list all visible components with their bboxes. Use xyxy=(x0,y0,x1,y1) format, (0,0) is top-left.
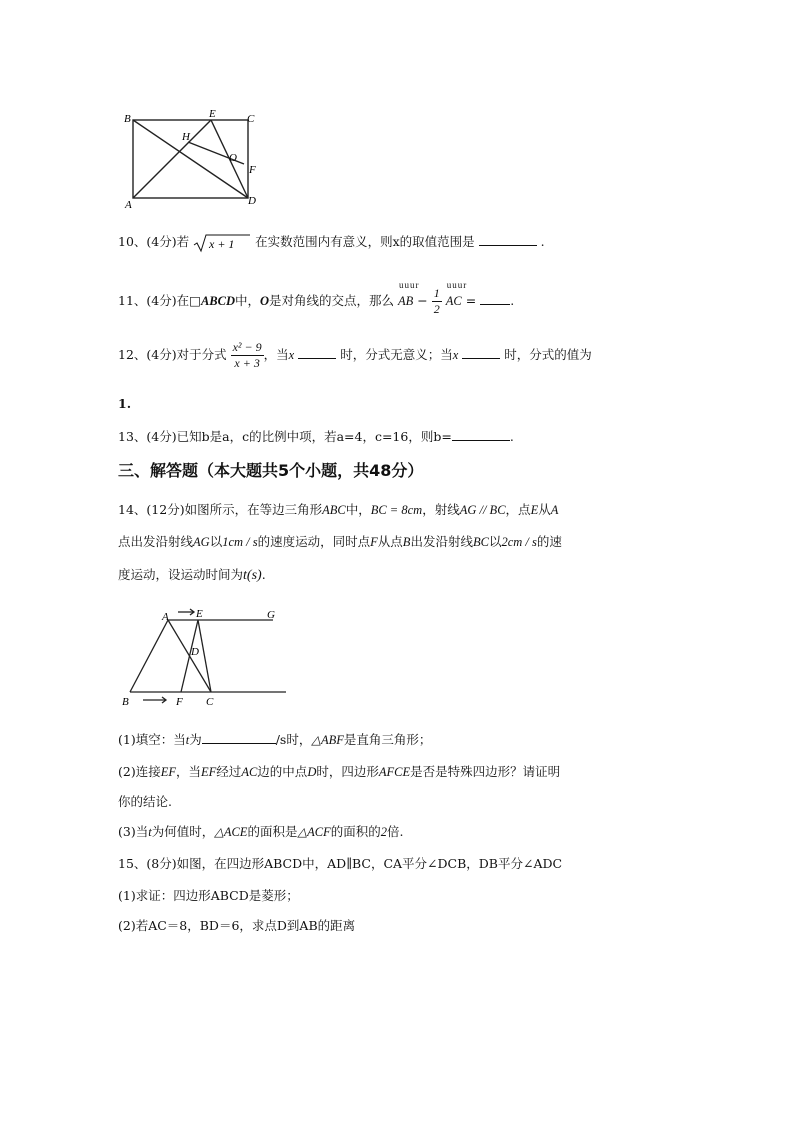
p1-b: 为 xyxy=(189,732,202,747)
quadrilateral-afce: AFCE xyxy=(378,765,411,779)
vector-ab-label: AB xyxy=(398,294,414,308)
section-heading: 三、解答题（本大题共5个小题，共48分） xyxy=(118,461,424,480)
vector-mark-ac: uuur xyxy=(446,280,468,290)
half-numerator: 1 xyxy=(433,286,440,300)
q11-prefix: 11、(4分)在□ xyxy=(118,293,201,308)
label-a: A xyxy=(125,199,132,211)
question-14-line-1 xyxy=(118,500,558,518)
question-14-line-2 xyxy=(118,532,562,550)
question-15-part-1: (1)求证：四边形ABCD是菱形； xyxy=(118,888,299,903)
label-c: C xyxy=(247,113,255,125)
label-e: E xyxy=(209,108,216,120)
q14-line2-c: 的速度运动，同时点 xyxy=(257,534,371,549)
q14-line3-b: . xyxy=(261,567,266,582)
question-14-part-2-line-2: 你的结论. xyxy=(118,794,172,809)
q14-line2-g: 的速 xyxy=(536,534,562,549)
q10-prefix: 10、(4分)若 xyxy=(118,234,190,249)
q12-x1: x xyxy=(288,348,295,362)
p3-a: (3)当 xyxy=(118,824,149,839)
point-d-text: D xyxy=(307,765,317,779)
p1-d: 是直角三角形； xyxy=(343,732,432,747)
sqrt-expression xyxy=(193,233,251,253)
label-b: B xyxy=(122,696,129,708)
side-ac-text: AC xyxy=(241,765,258,779)
fraction-denominator: x + 3 xyxy=(234,356,260,370)
q10-end: . xyxy=(540,234,545,249)
label-d: D xyxy=(191,646,199,658)
label-b: B xyxy=(124,113,131,125)
minus-sign: − xyxy=(417,293,428,308)
label-e: E xyxy=(196,608,203,620)
q12-x2: x xyxy=(452,348,459,362)
point-b: B xyxy=(402,535,411,549)
answer-blank[interactable] xyxy=(452,428,510,441)
question-15: 15、(8分)如图，在四边形ABCD中，AD∥BC，CA平分∠DCB，DB平分∠ADC xyxy=(118,856,563,871)
q14-line2-b: 以 xyxy=(209,534,223,549)
fraction-numerator: x² − 9 xyxy=(232,340,262,354)
p3-two: 2 xyxy=(380,825,387,839)
q11-mid1: 中， xyxy=(234,293,260,308)
q12-mid1: ，当 xyxy=(263,347,289,362)
q14-line1-b: 中， xyxy=(345,502,371,517)
label-c: C xyxy=(206,696,214,708)
q10-suffix: 在实数范围内有意义，则x的取值范围是 xyxy=(255,234,475,249)
q13-text: 13、(4分)已知b是a，c的比例中项，若a=4，c=16，则b= xyxy=(118,429,452,444)
segment-ef-text-2: EF xyxy=(201,765,217,779)
p3-d: 的面积的 xyxy=(330,824,381,839)
ray-bc: BC xyxy=(472,535,489,549)
vector-mark-ab: uuur xyxy=(399,280,420,290)
label-g: G xyxy=(267,609,275,621)
answer-blank[interactable] xyxy=(479,233,537,246)
equals-sign: = xyxy=(465,293,477,308)
radicand: x + 1 xyxy=(209,236,235,251)
q14-line2-e: 出发沿射线 xyxy=(410,534,473,549)
line-ae xyxy=(133,120,211,198)
label-f: F xyxy=(176,696,183,708)
answer-blank[interactable] xyxy=(202,731,276,744)
point-o: O xyxy=(260,294,270,308)
ray-ag: AG xyxy=(193,535,210,549)
answer-blank[interactable] xyxy=(480,292,510,305)
fraction-expression xyxy=(231,340,264,371)
q12-mid3: 时，分式的值为 xyxy=(504,347,592,362)
question-11 xyxy=(118,280,515,317)
question-12 xyxy=(118,340,592,371)
q14-line1-a: 14、(12分)如图所示，在等边三角形 xyxy=(118,502,323,517)
question-14-part-1 xyxy=(118,730,431,748)
vector-ab xyxy=(398,280,420,309)
p2-a: (2)连接 xyxy=(118,764,161,779)
triangle-abf: △ABF xyxy=(311,733,344,747)
q11-end: . xyxy=(510,293,515,308)
p2-e: 时，四边形 xyxy=(316,764,379,779)
speed-2: 2cm / s xyxy=(501,535,537,549)
q14-line1-e: 从 xyxy=(538,502,551,517)
time-t: t(s) xyxy=(243,568,262,583)
p3-c: 的面积是 xyxy=(247,824,298,839)
q14-line2-a: 点出发沿射线 xyxy=(118,534,194,549)
bc-length: BC = 8cm xyxy=(370,503,423,517)
answer-blank-1[interactable] xyxy=(298,346,336,359)
q14-line2-f: 以 xyxy=(488,534,502,549)
rectangle-figure xyxy=(118,104,268,216)
triangle-figure xyxy=(118,604,298,714)
p3-e: 倍. xyxy=(386,824,404,839)
label-d: D xyxy=(248,195,256,207)
half-denominator: 2 xyxy=(433,302,440,316)
speed-1: 1cm / s xyxy=(222,535,258,549)
q11-mid2: 是对角线的交点，那么 xyxy=(269,293,395,308)
question-15-part-2: (2)若AC＝8，BD＝6，求点D到AB的距离 xyxy=(118,918,356,933)
triangle-abc: ABC xyxy=(322,503,346,517)
q14-line1-d: ，点 xyxy=(505,502,531,517)
question-14-part-3 xyxy=(118,822,403,840)
question-14-part-2 xyxy=(118,762,560,780)
label-h: H xyxy=(182,131,190,143)
question-14-line-3 xyxy=(118,565,266,584)
vector-ac-label: AC xyxy=(445,294,462,308)
label-a: A xyxy=(162,611,169,623)
label-o: O xyxy=(229,152,237,164)
q14-line2-d: 从点 xyxy=(377,534,403,549)
q12-mid2: 时，分式无意义；当 xyxy=(340,347,453,362)
q14-line3-a: 度运动，设运动时间为 xyxy=(118,567,244,582)
ag-parallel-bc: AG // BC xyxy=(459,503,506,517)
p1-a: (1)填空：当 xyxy=(118,732,186,747)
label-f: F xyxy=(249,164,256,176)
q14-line1-c: ，射线 xyxy=(422,502,460,517)
p3-t: t xyxy=(148,825,152,839)
p2-f: 是否是特殊四边形？请证明 xyxy=(410,764,561,779)
q13-end: . xyxy=(509,429,514,444)
parallelogram-name: ABCD xyxy=(200,294,235,308)
question-10 xyxy=(118,232,545,253)
triangle-acf: △ACF xyxy=(297,825,331,839)
q12-line2: 1. xyxy=(118,396,132,411)
p2-c: 经过 xyxy=(216,764,242,779)
p1-c: /s时， xyxy=(275,732,312,747)
answer-blank-2[interactable] xyxy=(462,346,500,359)
point-f: F xyxy=(370,535,378,549)
vector-ac xyxy=(445,280,468,309)
q12-prefix: 12、(4分)对于分式 xyxy=(118,347,227,362)
p3-b: 为何值时， xyxy=(151,824,215,839)
side-ab xyxy=(130,620,168,692)
p2-d: 边的中点 xyxy=(257,764,308,779)
segment-ef-text: EF xyxy=(160,765,176,779)
point-a: A xyxy=(550,503,559,517)
question-13 xyxy=(118,427,514,445)
p1-t: t xyxy=(185,733,190,747)
one-half xyxy=(432,286,442,317)
triangle-ace: △ACE xyxy=(214,825,248,839)
p2-b: ，当 xyxy=(176,764,202,779)
point-e: E xyxy=(530,503,539,517)
